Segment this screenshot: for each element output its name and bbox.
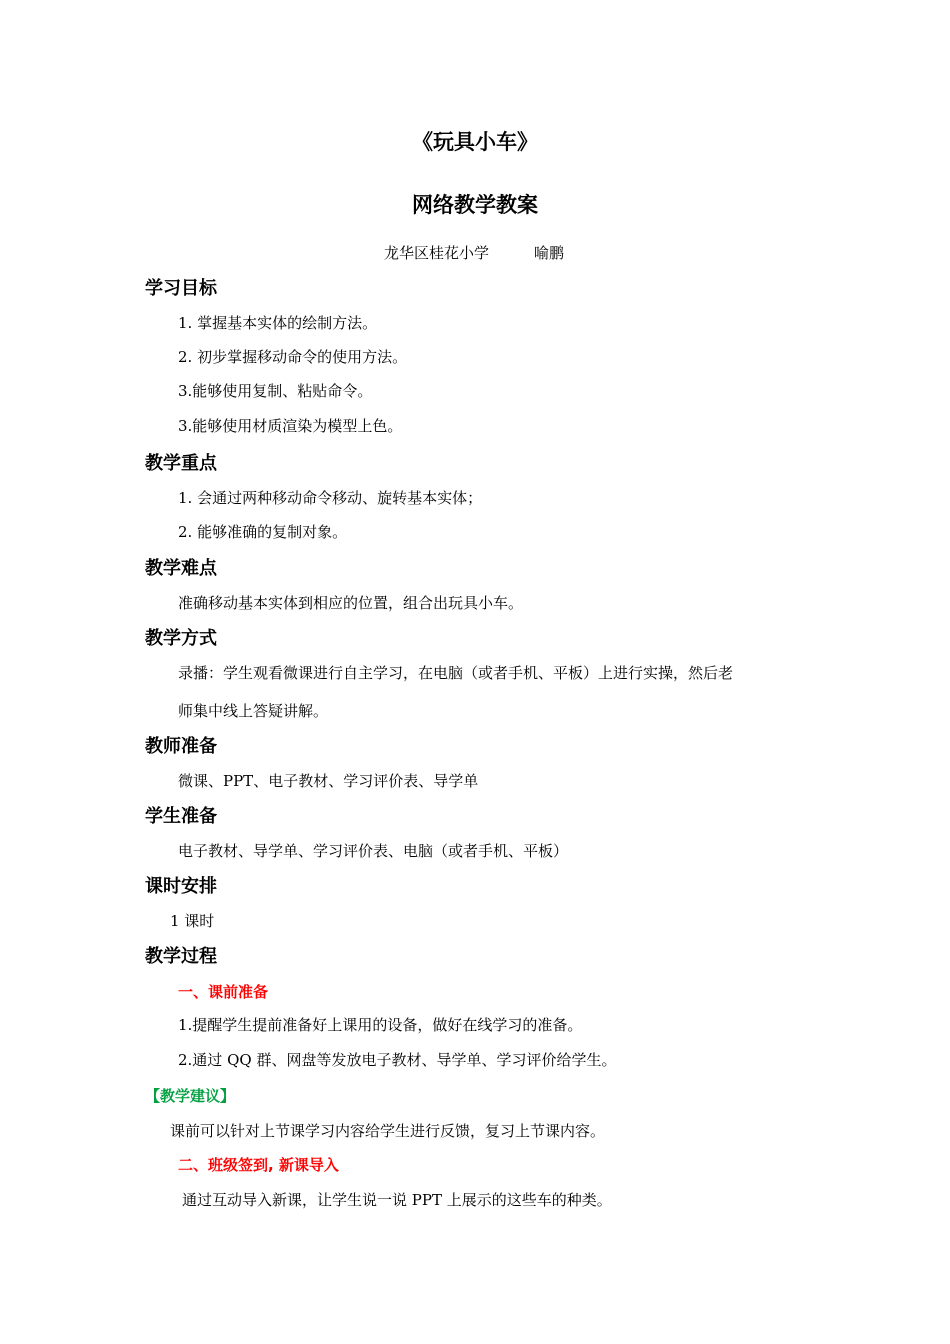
key-point-item: 2. 能够准确的复制对象。 bbox=[178, 523, 348, 541]
section-heading-goals: 学习目标 bbox=[145, 278, 217, 299]
goal-item: 1. 掌握基本实体的绘制方法。 bbox=[178, 314, 378, 332]
method-text-line1: 录播：学生观看微课进行自主学习，在电脑（或者手机、平板）上进行实操，然后老 bbox=[178, 664, 734, 682]
goal-item: 3.能够使用材质渲染为模型上色。 bbox=[178, 417, 403, 435]
section-heading-process: 教学过程 bbox=[145, 946, 217, 967]
document-title: 《玩具小车》 bbox=[412, 129, 538, 154]
process-step1-item: 1.提醒学生提前准备好上课用的设备，做好在线学习的准备。 bbox=[178, 1016, 583, 1034]
key-point-item: 1. 会通过两种移动命令移动、旋转基本实体； bbox=[178, 489, 483, 507]
teaching-suggestion-text: 课前可以针对上节课学习内容给学生进行反馈，复习上节课内容。 bbox=[170, 1122, 606, 1140]
section-heading-teacher-prep: 教师准备 bbox=[145, 736, 217, 757]
process-step2-title: 二、班级签到, 新课导入 bbox=[178, 1156, 339, 1174]
section-heading-student-prep: 学生准备 bbox=[145, 806, 217, 827]
process-step2-text: 通过互动导入新课，让学生说一说 PPT 上展示的这些车的种类。 bbox=[182, 1191, 612, 1209]
process-step1-title: 一、课前准备 bbox=[178, 983, 269, 1001]
teaching-suggestion-label: 【教学建议】 bbox=[145, 1087, 236, 1105]
section-heading-difficulties: 教学难点 bbox=[145, 558, 217, 579]
teacher-prep-text: 微课、PPT、电子教材、学习评价表、导学单 bbox=[178, 772, 479, 790]
author-name: 喻鹏 bbox=[534, 244, 565, 262]
section-heading-key-points: 教学重点 bbox=[145, 453, 217, 474]
schedule-text: 1 课时 bbox=[170, 912, 215, 930]
process-step1-item: 2.通过 QQ 群、网盘等发放电子教材、导学单、学习评价给学生。 bbox=[178, 1051, 617, 1069]
document-subtitle: 网络教学教案 bbox=[412, 192, 538, 217]
difficulties-text: 准确移动基本实体到相应的位置，组合出玩具小车。 bbox=[178, 594, 524, 612]
author-school: 龙华区桂花小学 bbox=[384, 244, 490, 262]
goal-item: 2. 初步掌握移动命令的使用方法。 bbox=[178, 348, 408, 366]
student-prep-text: 电子教材、导学单、学习评价表、电脑（或者手机、平板） bbox=[178, 842, 569, 860]
method-text-line2: 师集中线上答疑讲解。 bbox=[178, 702, 329, 720]
section-heading-schedule: 课时安排 bbox=[145, 876, 217, 897]
goal-item: 3.能够使用复制、粘贴命令。 bbox=[178, 382, 373, 400]
section-heading-method: 教学方式 bbox=[145, 628, 217, 649]
